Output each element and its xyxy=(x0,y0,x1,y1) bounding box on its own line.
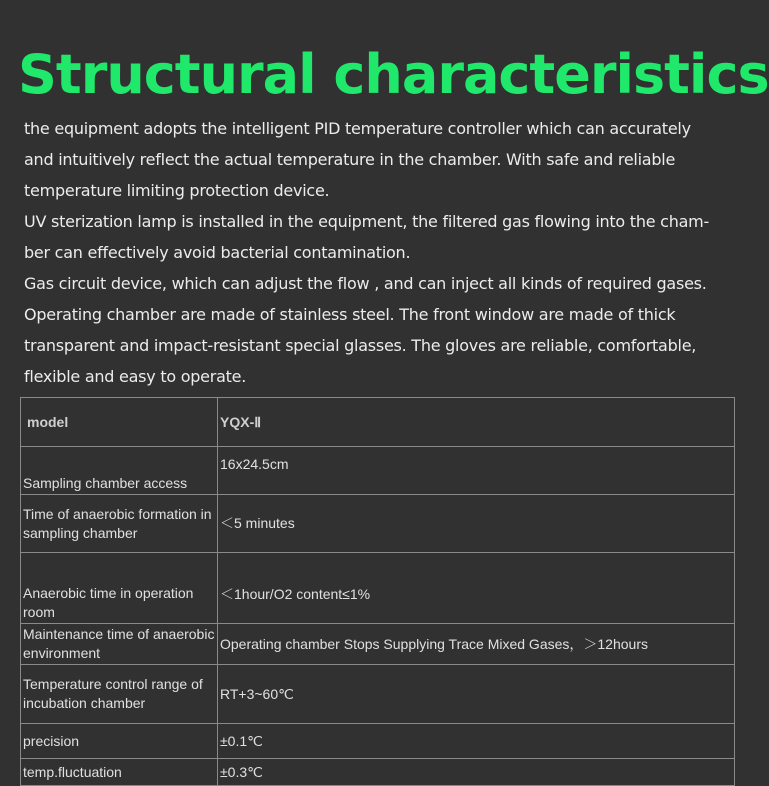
table-header-row xyxy=(21,398,735,447)
description-line: transparent and impact-resistant special glasses. The gloves are reliable, comfortable, xyxy=(24,336,697,355)
spec-label: Anaerobic time in operation room xyxy=(21,553,218,624)
table-row xyxy=(21,553,735,624)
spec-label: Time of anaerobic formation in sampling chamber xyxy=(21,495,218,553)
table-row xyxy=(21,447,735,495)
description-line: the equipment adopts the intelligent PID temperature controller which can accurately xyxy=(24,119,691,138)
table-row xyxy=(21,495,735,553)
description-line: Operating chamber are made of stainless steel. The front window are made of thick xyxy=(24,305,676,324)
table-row xyxy=(21,759,735,786)
spec-value: 16x24.5cm xyxy=(218,447,735,495)
spec-value: ±0.3℃ xyxy=(218,759,735,786)
spec-value: ＜1hour/O2 content≤1% xyxy=(218,553,735,624)
table-row xyxy=(21,624,735,665)
description-line: and intuitively reflect the actual temperature in the chamber. With safe and reliable xyxy=(24,150,676,169)
spec-value: Operating chamber Stops Supplying Trace Mixed Gases，＞12hours xyxy=(218,624,735,665)
description-line: flexible and easy to operate. xyxy=(24,367,247,386)
table-row xyxy=(21,665,735,724)
spec-table xyxy=(20,397,735,786)
description-line: Gas circuit device, which can adjust the flow , and can inject all kinds of required gases. xyxy=(24,274,707,293)
table-row xyxy=(21,724,735,759)
spec-label: temp.fluctuation xyxy=(21,759,218,786)
model-label: model xyxy=(21,398,218,447)
spec-label: Sampling chamber access xyxy=(21,447,218,495)
description-line: ber can effectively avoid bacterial contamination. xyxy=(24,243,411,262)
model-value: YQX-Ⅱ xyxy=(218,398,735,447)
spec-label: Maintenance time of anaerobic environment xyxy=(21,624,218,665)
spec-value: ＜5 minutes xyxy=(218,495,735,553)
page-title: Structural characteristics xyxy=(18,43,769,106)
spec-value: RT+3~60℃ xyxy=(218,665,735,724)
description-line: UV sterization lamp is installed in the equipment, the filtered gas flowing into the cham- xyxy=(24,212,709,231)
spec-label: precision xyxy=(21,724,218,759)
description-line: temperature limiting protection device. xyxy=(24,181,330,200)
description-text xyxy=(24,113,740,392)
spec-label: Temperature control range of incubation chamber xyxy=(21,665,218,724)
spec-value: ±0.1℃ xyxy=(218,724,735,759)
